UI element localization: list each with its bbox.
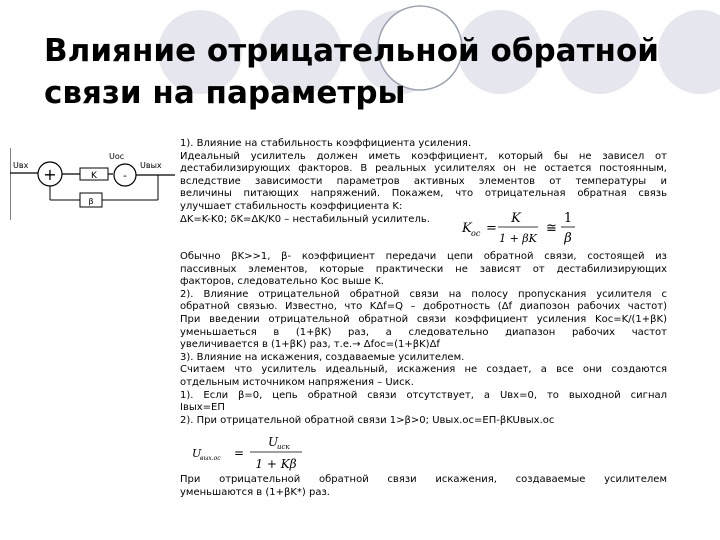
formula-uvyx-num-sub: иск <box>277 443 290 451</box>
slide-title <box>44 30 714 114</box>
text-line: Считаем что усилитель идеальный, искажения не создает, а все они создаются <box>180 364 667 376</box>
text-line: 3). Влияние на искажения, создаваемые усилителем. <box>180 351 465 363</box>
text-line: величины питающих напряжений. Покажем, что отрицательная обратная связь <box>180 188 667 200</box>
text-line: 1). Влияние на стабильность коэффициента усиления. <box>180 138 472 149</box>
text-line: Iвых=ЕП <box>180 402 225 414</box>
uvyx-label: Uвых <box>140 161 162 170</box>
text-line: отдельным источником напряжения – Uиск. <box>180 376 414 388</box>
text-line: обратной связью. Известно, что KΔf=Q – добротность (Δf диапозон рабочих частот) <box>180 301 667 313</box>
formula-kos-approx: ≅ <box>546 221 557 236</box>
text-line: уменьшаются в (1+βK*) раз. <box>180 486 330 498</box>
text-line: Обычно βK>>1, β- коэффициент передачи цепи обратной связи, состоящей из <box>180 251 667 262</box>
title-line-2: связи на параметры <box>44 75 406 111</box>
paragraph-3 <box>180 474 667 499</box>
formula-kos-eq: = <box>486 221 497 236</box>
formula-uvyx-sub: вых.ос <box>200 455 221 462</box>
formula-kos-lhs: K <box>462 221 472 236</box>
text-line: При отрицательной обратной связи искажения, создаваемые усилителем <box>180 474 667 485</box>
formula-uvyx-lhs: U <box>192 447 202 460</box>
beta-label: β <box>88 197 94 206</box>
text-line: уменьшаеться в (1+βK) раз, а следовательно диапазон рабочих частот <box>180 326 667 338</box>
formula-kos <box>460 208 590 248</box>
text-line: 2). Влияние отрицательной обратной связи на полосу пропускания усилителя с <box>180 288 667 300</box>
paragraph-2 <box>180 251 667 427</box>
formula-kos-den: 1 + βK <box>499 232 537 245</box>
text-line: Идеальный усилитель должен иметь коэффициент, который бы не зависел от <box>180 150 667 162</box>
text-line: факторов, следовательно Kос выше K. <box>180 276 384 288</box>
uos-label: Uос <box>109 152 125 161</box>
uvx-label: Uвх <box>13 161 29 170</box>
text-line: При введении отрицательной обратной связи коэффициент усиления Kос=K/(1+βK) <box>180 313 667 325</box>
paragraph-1 <box>180 138 667 226</box>
formula-kos-num: K <box>511 211 521 226</box>
formula-uvyx-num: U <box>268 435 279 449</box>
formula-kos-num2: 1 <box>563 211 573 226</box>
minus-sign: - <box>123 169 127 182</box>
text-line: улучшает стабильность коэффициента K: <box>180 200 403 212</box>
title-line-1: Влияние отрицательной обратной <box>44 33 659 69</box>
formula-kos-den2: β <box>564 231 572 246</box>
text-line: увеличивается в (1+βK) раз, т.е.→ Δfос=(1+βK)Δf <box>180 339 440 351</box>
text-line: дестабилизирующих факторов. В реальных усилителях он не остается постоянным, <box>180 163 667 175</box>
amplifier-k-label: K <box>91 171 97 181</box>
text-line: пассивных элементов, которые практически не зависят от дестабилизирующих <box>180 263 667 275</box>
feedback-block-diagram <box>10 148 175 220</box>
text-line: вследствие зависимости параметров активных элементов от температуры и <box>180 175 667 187</box>
formula-uvyx-den: 1 + Kβ <box>255 457 297 471</box>
plus-sign: + <box>43 165 57 184</box>
text-line: 2). При отрицательной обратной связи 1>β>0; Uвых.ос=ЕП-βKUвых.ос <box>180 414 555 426</box>
formula-uvyx-os <box>190 432 320 474</box>
text-line: 1). Если β=0, цепь обратной связи отсутствует, а Uвх=0, то выходной сигнал <box>180 389 667 401</box>
text-line: ΔK=K-K0; δK=ΔK/K0 – нестабильный усилитель. <box>180 213 430 225</box>
formula-kos-sub: ос <box>471 229 481 238</box>
formula-uvyx-eq: = <box>234 446 245 460</box>
